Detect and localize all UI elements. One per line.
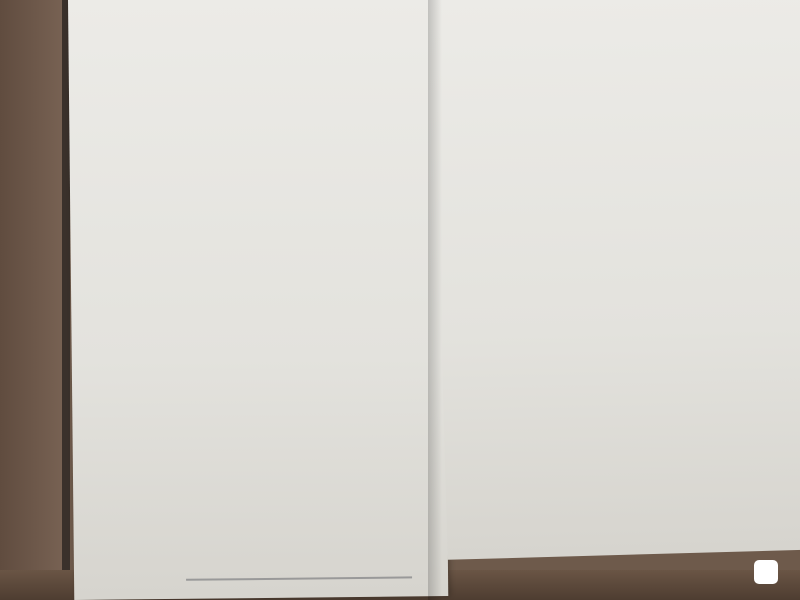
left-page [68,0,448,600]
toc-left [69,50,443,54]
toc-right [433,10,800,20]
background-left [0,0,70,600]
watermark [754,560,782,584]
book-gutter [428,0,442,600]
labirint-logo-icon [754,560,778,584]
right-page [432,0,800,560]
bottom-rule [186,576,412,580]
